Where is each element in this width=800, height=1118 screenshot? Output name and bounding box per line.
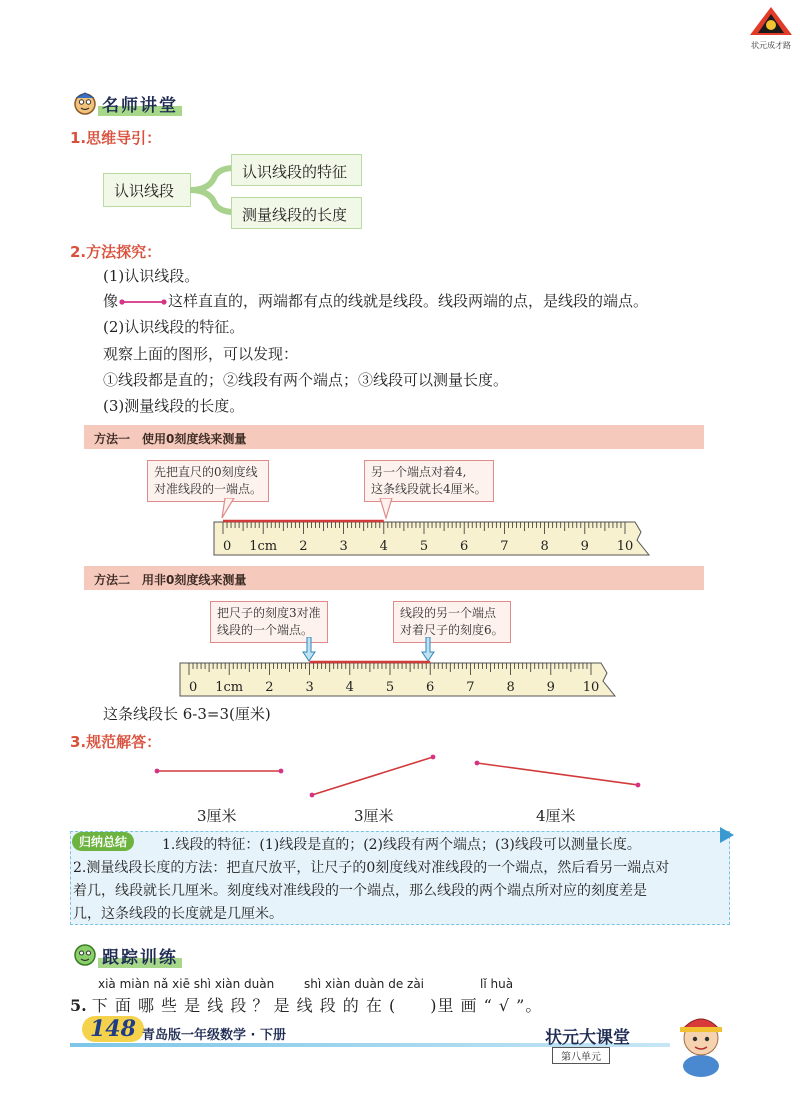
method2-callout-left-line1: 把尺子的刻度3对准 (217, 606, 321, 620)
method2-callout-left-line2: 线段的一个端点。 (217, 623, 314, 637)
exercise-text-2: 是 线 段 的 在 ( )里 画 “ √ ”。 (273, 996, 543, 1015)
guide-branch-connector (190, 162, 235, 222)
ruler1-label: 5 (419, 539, 429, 554)
ruler2-label: 0 (189, 680, 198, 695)
method2-callout-right-line2: 对着尺子的刻度6。 (400, 623, 504, 637)
ruler2-label: 1cm (215, 680, 244, 695)
practice-mascot-icon (72, 942, 98, 968)
method2-bar: 方法二 用非0刻度线来测量 (84, 566, 704, 590)
section2-title-text: 跟踪训练 (98, 943, 182, 968)
ruler1-label: 7 (500, 539, 509, 554)
guide-branch-features: 认识线段的特征 (231, 154, 362, 186)
ruler2-label: 9 (546, 680, 555, 695)
ruler1-label: 2 (299, 539, 308, 554)
pinyin-line-3: lǐ huà (480, 977, 514, 991)
summary-line2: 2.测量线段长度的方法：把直尺放平，让尺子的0刻度线对准线段的一个端点，然后看另一端点对 (73, 860, 670, 876)
answer-heading: 3.规范解答： (70, 733, 162, 751)
method-p2-rest: 这样直直的，两端都有点的线就是线段。线段两端的点，是线段的端点。 (168, 292, 649, 310)
method1-callout-left-line1: 先把直尺的0刻度线 (154, 465, 258, 479)
ruler1-label: 9 (580, 539, 589, 554)
ruler1-label: 10 (616, 539, 634, 554)
guide-root-box: 认识线段 (103, 173, 191, 207)
footer-unit: 第八单元 (552, 1047, 610, 1064)
answer-segments (150, 750, 650, 810)
summary-tag (72, 832, 134, 851)
section-title-practice (72, 942, 182, 968)
summary-line1: 1.线段的特征：(1)线段是直的；(2)线段有两个端点；(3)线段可以测量长度。 (162, 837, 641, 853)
ruler1-label: 8 (540, 539, 549, 554)
method2-result: 这条线段长 6-3=3(厘米) (103, 705, 271, 723)
method-p2 (103, 291, 648, 311)
section-title-text: 名师讲堂 (98, 91, 182, 116)
ruler1-label: 3 (339, 539, 348, 554)
method1-callout-right-line2: 这条线段就长4厘米。 (371, 482, 487, 496)
method1-callout-right (364, 460, 494, 502)
ruler-method1 (210, 515, 660, 560)
teacher-mascot-icon (72, 90, 98, 116)
pinyin-line-1: xià miàn nǎ xiē shì xiàn duàn (98, 977, 275, 991)
header-logo (748, 6, 794, 48)
method-p3: (2)认识线段的特征。 (103, 318, 245, 336)
footer-brand: 状元大课堂 (545, 1028, 630, 1048)
method2-callout-right-line1: 线段的另一个端点 (400, 606, 497, 620)
answer-label-3: 4厘米 (536, 807, 576, 825)
section-title-teacher (72, 90, 182, 116)
method1-callout-left (147, 460, 269, 502)
ruler1-label: 4 (379, 539, 388, 554)
pinyin-line-2: shì xiàn duàn de zài (304, 977, 425, 991)
method-p5: ①线段都是直的；②线段有两个端点；③线段可以测量长度。 (103, 371, 509, 389)
ruler1-label: 6 (460, 539, 469, 554)
guide-heading: 1.思维导引： (70, 129, 162, 147)
method1-bar: 方法一 使用0刻度线来测量 (84, 425, 704, 449)
ruler1-label: 0 (223, 539, 232, 554)
exercise-text-1: 下 面 哪 些 是 线 段 (91, 996, 248, 1015)
ruler2-label: 6 (426, 680, 435, 695)
footer-page-number: 148 (82, 1016, 144, 1042)
summary-line4: 几，这条线段的长度就是几厘米。 (73, 906, 283, 922)
ruler-method2 (176, 656, 626, 701)
summary-tag-text: 归纳总结 (79, 835, 128, 849)
guide-branch-measure: 测量线段的长度 (231, 197, 362, 229)
footer-book-title: 青岛版一年级数学 · 下册 (142, 1028, 286, 1043)
exercise-number: 5. (70, 996, 87, 1015)
answer-label-1: 3厘米 (197, 807, 237, 825)
exercise-question-mark: ？ (252, 996, 269, 1015)
answer-label-2: 3厘米 (354, 807, 394, 825)
method1-callout-right-line1: 另一个端点对着4, (371, 465, 467, 479)
footer-mascot-icon (670, 1006, 732, 1078)
ruler2-label: 3 (305, 680, 314, 695)
summary-arrow-icon (720, 827, 734, 843)
logo-caption: 状元成才路 (751, 41, 791, 50)
method-p4: 观察上面的图形，可以发现： (103, 345, 299, 363)
ruler2-label: 8 (506, 680, 515, 695)
method-p6: (3)测量线段的长度。 (103, 397, 245, 415)
method-p2-prefix: 像 (103, 292, 119, 310)
segment-example-icon (119, 296, 167, 308)
summary-line3: 着几，线段就长几厘米。刻度线对准线段的一个端点，那么线段的两个端点所对应的刻度差是 (73, 883, 647, 899)
ruler2-label: 2 (265, 680, 274, 695)
logo-mark-icon (748, 6, 794, 36)
method1-callout-left-line2: 对准线段的一端点。 (154, 482, 263, 496)
ruler2-label: 7 (466, 680, 475, 695)
method-p1: (1)认识线段。 (103, 267, 200, 285)
ruler2-label: 10 (582, 680, 600, 695)
ruler2-label: 4 (345, 680, 354, 695)
ruler2-label: 5 (385, 680, 395, 695)
exercise-5 (70, 993, 542, 1016)
method-heading: 2.方法探究： (70, 243, 162, 261)
ruler1-label: 1cm (249, 539, 278, 554)
